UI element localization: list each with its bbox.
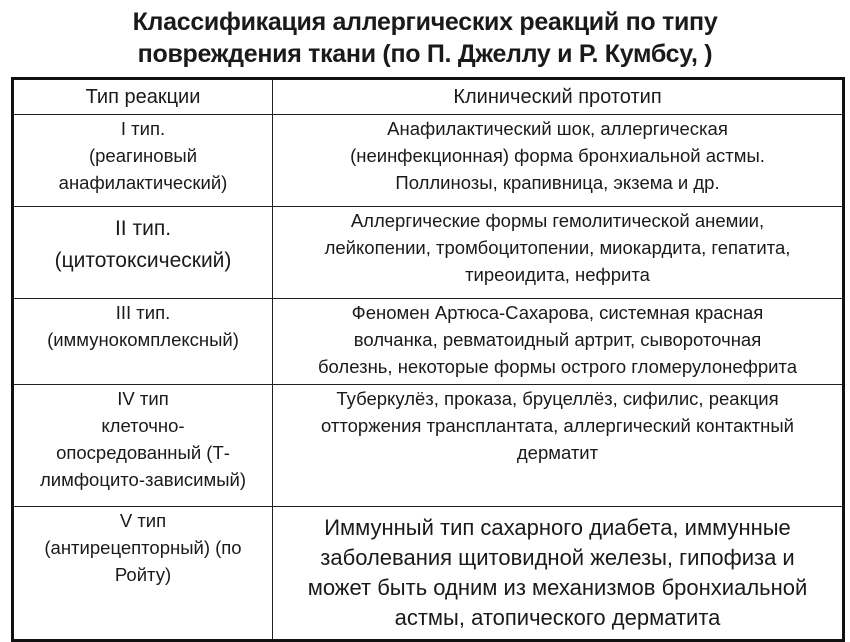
prototype-cell <box>273 507 844 641</box>
reaction-type-cell <box>13 507 273 641</box>
type-line: опосредованный (Т- <box>56 442 230 463</box>
classification-table <box>11 77 845 642</box>
prototype-line: лейкопении, тромбоцитопении, миокардита, гепатита, <box>324 237 791 258</box>
prototype-cell <box>273 299 844 385</box>
prototype-cell <box>273 385 844 507</box>
prototype-line: волчанка, ревматоидный артрит, сывороточная <box>353 329 762 350</box>
table-row <box>13 115 844 207</box>
type-line: (антирецепторный) (по <box>44 537 242 558</box>
type-line: IV тип <box>117 388 169 409</box>
prototype-line: болезнь, некоторые формы острого гломерулонефрита <box>317 356 798 377</box>
prototype-line: отторжения трансплантата, аллергический контактный <box>321 415 794 436</box>
table-row <box>13 299 844 385</box>
prototype-line: Иммунный тип сахарного диабета, иммунные <box>324 515 791 540</box>
title-line-2: повреждения ткани (по П. Джеллу и Р. Кумбсу, ) <box>137 40 713 68</box>
prototype-cell <box>273 115 844 207</box>
table-row <box>13 507 844 641</box>
prototype-line: Анафилактический шок, аллергическая <box>387 118 728 139</box>
header-reaction-type: Тип реакции <box>13 79 273 115</box>
reaction-type-cell <box>13 385 273 507</box>
header-clinical-prototype: Клинический прототип <box>273 79 844 115</box>
type-line: II тип. <box>114 217 172 240</box>
prototype-line: астмы, атопического дерматита <box>394 605 721 630</box>
table-row <box>13 207 844 299</box>
table-row <box>13 385 844 507</box>
type-line: I тип. <box>120 118 166 139</box>
title-line-1: Классификация аллергических реакций по типу <box>132 8 718 36</box>
type-line: (реагиновый <box>88 145 198 166</box>
type-line: анафилактический) <box>58 172 228 193</box>
type-line: Ройту) <box>114 564 172 585</box>
prototype-line: Туберкулёз, проказа, бруцеллёз, сифилис, реакция <box>336 388 779 409</box>
prototype-line: заболевания щитовидной железы, гипофиза и <box>320 545 795 570</box>
type-line: V тип <box>119 510 167 531</box>
type-line: (цитотоксический) <box>54 249 232 272</box>
prototype-line: (неинфекционная) форма бронхиальной астмы. <box>350 145 765 166</box>
reaction-type-cell <box>13 207 273 299</box>
prototype-line: Аллергические формы гемолитической анемии, <box>350 210 765 231</box>
prototype-line: Поллинозы, крапивница, экзема и др. <box>395 172 720 193</box>
type-line: клеточно- <box>101 415 185 436</box>
type-line: III тип. <box>115 302 171 323</box>
prototype-line: Феномен Артюса-Сахарова, системная красная <box>351 302 764 323</box>
reaction-type-cell <box>13 115 273 207</box>
reaction-type-cell <box>13 299 273 385</box>
prototype-line: дерматит <box>516 442 599 463</box>
type-line: лимфоцито-зависимый) <box>39 469 247 490</box>
prototype-line: тиреоидита, нефрита <box>465 264 650 285</box>
page-title <box>0 6 850 70</box>
type-line: (иммунокомплексный) <box>47 329 239 350</box>
prototype-cell <box>273 207 844 299</box>
prototype-line: может быть одним из механизмов бронхиальной <box>307 575 808 600</box>
table-header-row <box>13 79 844 115</box>
